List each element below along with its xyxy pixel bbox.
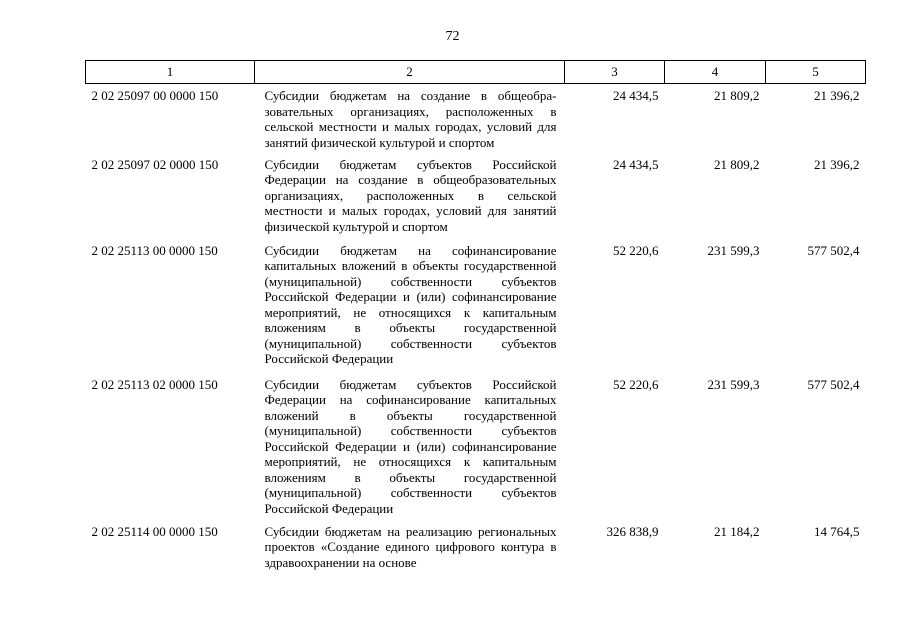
row-value-col3: 24 434,5 — [613, 88, 659, 103]
header-col-2: 2 — [255, 61, 565, 84]
row-code: 2 02 25113 00 0000 150 — [91, 242, 218, 258]
page-number: 72 — [445, 29, 460, 44]
budget-table — [85, 60, 866, 574]
row-value-col5: 21 396,2 — [814, 156, 860, 172]
table-body — [86, 84, 866, 574]
row-value-col5: 577 502,4 — [807, 376, 860, 392]
row-name: Субсидии бюджетам на создание в общеобразовательных организациях, расположенных в сельской местности и малых городах, условий для занятий физической культурой и спортом — [264, 88, 557, 150]
row-value-col3: 52 220,6 — [613, 242, 659, 258]
table-row — [86, 373, 866, 520]
row-code: 2 02 25114 00 0000 150 — [91, 523, 218, 539]
row-value-col5: 577 502,4 — [807, 242, 860, 258]
row-value-col5: 21 396,2 — [814, 88, 860, 103]
row-value-col4: 21 809,2 — [714, 156, 760, 172]
row-code: 2 02 25097 00 0000 150 — [91, 88, 219, 103]
row-name: Субсидии бюджетам на софинансирование капитальных вложений в объекты государственной (муниципальной) собственности субъектов Российской Федерации и (или) софинансирование мероприятий, не относящихся к капитальным вложениям в объекты государственной (муниципальной) собственности субъектов Российской Федерации — [264, 242, 557, 366]
row-code: 2 02 25113 02 0000 150 — [91, 376, 218, 392]
row-name: Субсидии бюджетам субъектов Российской Федерации на создание в общеобразовательных организациях, расположенных в сельской местности и малых городах, условий для занятий физической культурой и спортом — [264, 156, 557, 234]
table-row — [86, 153, 866, 239]
row-name: Субсидии бюджетам на реализацию региональных проектов «Создание единого цифрового контура в здравоохранении на основе — [264, 523, 557, 570]
table-row — [86, 239, 866, 373]
row-value-col4: 21 809,2 — [714, 88, 760, 103]
table-row — [86, 520, 866, 574]
header-col-3: 3 — [565, 61, 665, 84]
row-value-col4: 231 599,3 — [707, 376, 760, 392]
row-value-col5: 14 764,5 — [814, 523, 860, 539]
row-value-col3: 326 838,9 — [606, 523, 659, 539]
table-row — [86, 84, 866, 153]
row-value-col4: 21 184,2 — [714, 523, 760, 539]
header-row — [86, 61, 866, 84]
row-name: Субсидии бюджетам субъектов Российской Федерации на софинансирование капитальных вложений в объекты государственной (муниципальной) собственности субъектов Российской Федерации и (или) софинансирование мероприятий, не относящихся к капитальным вложениям в объекты государственной (муниципальной) собственности субъектов Российской Федерации — [264, 376, 557, 516]
row-value-col4: 231 599,3 — [707, 242, 760, 258]
header-col-4: 4 — [665, 61, 766, 84]
header-col-5: 5 — [766, 61, 866, 84]
row-value-col3: 24 434,5 — [613, 156, 659, 172]
row-code: 2 02 25097 02 0000 150 — [91, 156, 219, 172]
row-value-col3: 52 220,6 — [613, 376, 659, 392]
table-header — [86, 61, 866, 84]
header-col-1: 1 — [86, 61, 255, 84]
